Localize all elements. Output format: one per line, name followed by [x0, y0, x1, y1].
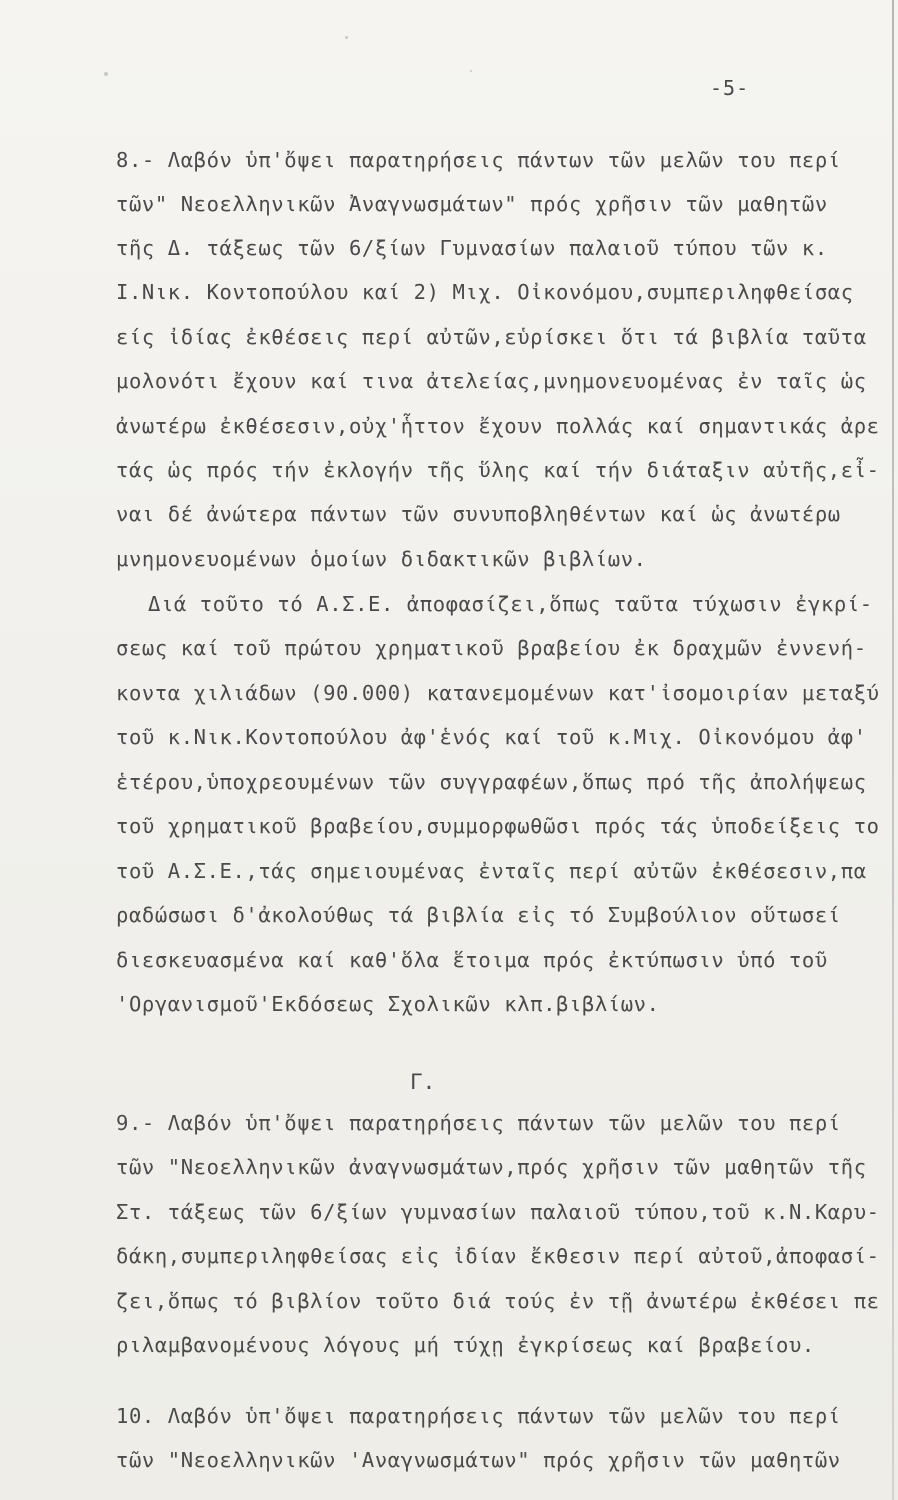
text-line-26: ριλαμβανομένους λόγους μή τύχῃ ἐγκρίσεως καί βραβείου. — [116, 1333, 815, 1357]
text-line-18: ραδώσωσι δ'ἀκολούθως τά βιβλία εἰς τό Συμβούλιον οὕτωσεί — [116, 903, 841, 927]
text-line-15: ἑτέρου,ὑποχρεουμένων τῶν συγγραφέων,ὅπως πρό τῆς ἀπολήψεως — [116, 770, 867, 794]
text-line-14: τοῦ κ.Νικ.Κοντοπούλου ἀφ'ἑνός καί τοῦ κ.Μιχ. Οἰκονόμου ἀφ' — [116, 725, 867, 749]
text-line-24: δάκη,συμπεριληφθείσας εἰς ἰδίαν ἔκθεσιν περί αὐτοῦ,ἀποφασί- — [116, 1244, 880, 1268]
text-line-3: τῆς Δ. τάξεως τῶν 6/ξίων Γυμνασίων παλαιοῦ τύπου τῶν κ. — [116, 236, 828, 260]
page-edge-shadow — [892, 0, 894, 1500]
text-line-5: είς ἰδίας ἐκθέσεις περί αὐτῶν,εὑρίσκει ὅτι τά βιβλία ταῦτα — [116, 325, 867, 349]
text-line-21: 9.- Λαβόν ὑπ'ὄψει παρατηρήσεις πάντων τῶν μελῶν του περί — [116, 1111, 841, 1135]
text-line-20: 'Οργανισμοῦ'Εκδόσεως Σχολικῶν κλπ.βιβλίων. — [116, 992, 660, 1016]
text-line-7: ἀνωτέρω ἐκθέσεσιν,οὐχ'ἧττον ἔχουν πολλάς καί σημαντικάς ἀρε — [116, 414, 880, 438]
text-line-1: 8.- Λαβόν ὑπ'ὄψει παρατηρήσεις πάντων τῶν μελῶν του περί — [116, 148, 841, 172]
text-line-22: τῶν "Νεοελληνικῶν ἀναγνωσμάτων,πρός χρῆσιν τῶν μαθητῶν τῆς — [116, 1155, 867, 1179]
text-line-16: τοῦ χρηματικοῦ βραβείου,συμμορφωθῶσι πρός τάς ὑποδείξεις το — [116, 814, 880, 838]
text-line-27: 10. Λαβόν ὑπ'ὄψει παρατηρήσεις πάντων τῶν μελῶν του περί — [116, 1404, 841, 1428]
text-line-28: τῶν "Νεοελληνικῶν 'Αναγνωσμάτων" πρός χρῆσιν τῶν μαθητῶν — [116, 1448, 841, 1472]
text-line-8: τάς ὡς πρός τήν ἐκλογήν τῆς ὕλης καί τήν διάταξιν αὐτῆς,εἶ- — [116, 458, 880, 482]
scan-speck — [470, 70, 472, 72]
scan-speck — [345, 36, 348, 39]
text-line-10: μνημονευομένων ὁμοίων διδακτικῶν βιβλίων. — [116, 547, 647, 571]
section-heading: Γ. — [410, 1070, 436, 1094]
text-line-2: τῶν" Νεοελληνικῶν Ἀναγνωσμάτων" πρός χρῆσιν τῶν μαθητῶν — [116, 192, 828, 216]
text-line-6: μολονότι ἔχουν καί τινα ἀτελείας,μνημονευομένας ἐν ταῖς ὡς — [116, 369, 867, 393]
page-number: -5- — [710, 76, 750, 100]
text-line-17: τοῦ Α.Σ.Ε.,τάς σημειουμένας ἐνταῖς περί αὐτῶν ἐκθέσεσιν,πα — [116, 859, 867, 883]
text-line-13: κοντα χιλιάδων (90.000) κατανεμομένων κατ'ἰσομοιρίαν μεταξύ — [116, 681, 880, 705]
text-line-4: Ι.Νικ. Κοντοπούλου καί 2) Μιχ. Οἰκονόμου,συμπεριληφθείσας — [116, 280, 854, 304]
text-line-9: ναι δέ ἀνώτερα πάντων τῶν συνυποβληθέντων καί ὡς ἀνωτέρω — [116, 502, 841, 526]
text-line-23: Στ. τάξεως τῶν 6/ξίων γυμνασίων παλαιοῦ τύπου,τοῦ κ.Ν.Καρυ- — [116, 1200, 880, 1224]
text-line-12: σεως καί τοῦ πρώτου χρηματικοῦ βραβείου ἐκ δραχμῶν ἐννενή- — [116, 636, 867, 660]
text-line-19: διεσκευασμένα καί καθ'ὅλα ἕτοιμα πρός ἐκτύπωσιν ὑπό τοῦ — [116, 948, 828, 972]
scan-speck — [104, 72, 108, 76]
text-line-11: Διά τοῦτο τό Α.Σ.Ε. ἀποφασίζει,ὅπως ταῦτα τύχωσιν ἐγκρί- — [148, 592, 873, 616]
text-line-25: ζει,ὅπως τό βιβλίον τοῦτο διά τούς ἐν τῇ ἀνωτέρω ἐκθέσει πε — [116, 1289, 880, 1313]
